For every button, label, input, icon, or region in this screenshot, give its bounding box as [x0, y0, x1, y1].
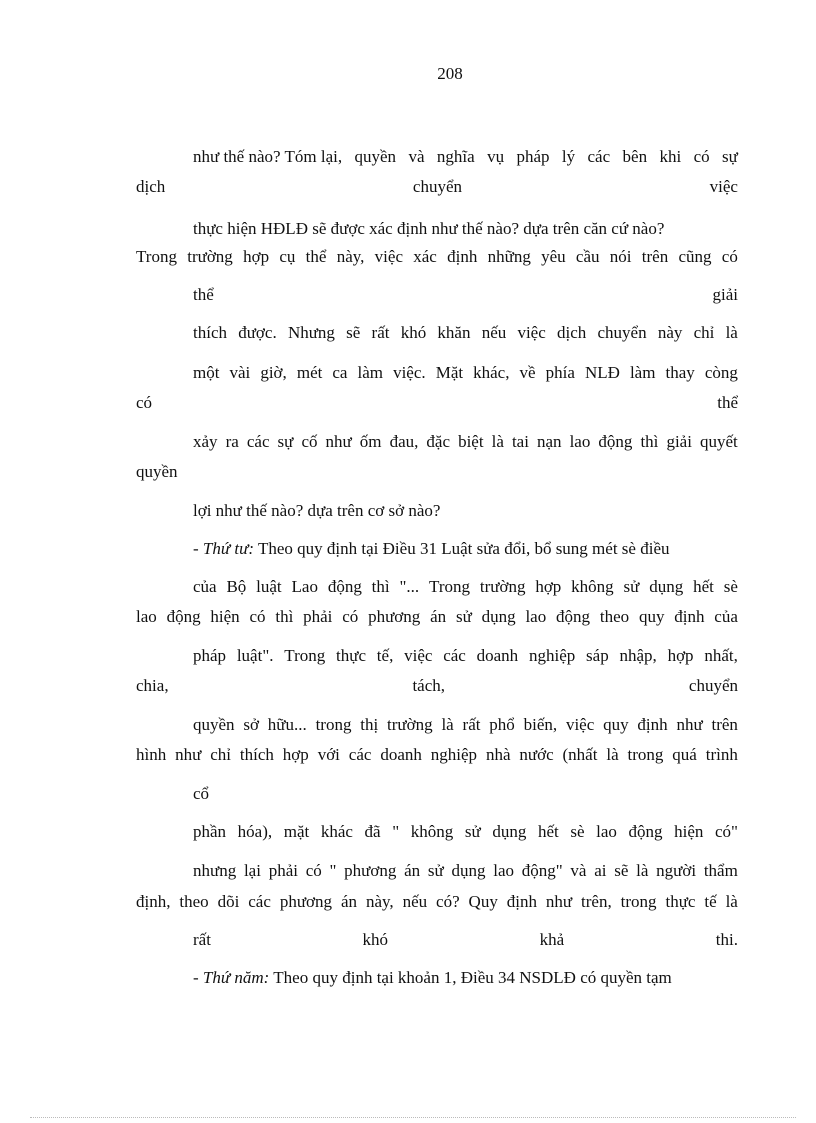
word: đã [364, 822, 381, 841]
word: là [441, 715, 454, 734]
word: nghiệp [528, 646, 576, 665]
word: có [342, 607, 359, 626]
word: phía [545, 363, 575, 382]
item-text: Theo quy định tại khoản 1, Điều 34 NSDLĐ có quyền tạm [269, 968, 672, 987]
word: vụ [487, 147, 505, 166]
word: của [193, 577, 217, 596]
word: trên [711, 715, 738, 734]
text-line [193, 714, 738, 736]
word: và [570, 861, 587, 880]
word: động [556, 607, 591, 626]
word: sử [623, 577, 640, 596]
word: các [443, 646, 466, 665]
word: trong [315, 715, 352, 734]
item-text: Theo quy định tại Điều 31 Luật sửa đổi, bổ sung mét sè điều [254, 539, 670, 558]
word: tế [704, 892, 717, 911]
word: nghĩa [436, 147, 475, 166]
word: sở [243, 715, 259, 734]
word: nhất, [704, 646, 738, 665]
word: trong [620, 892, 657, 911]
word: nếu [481, 323, 507, 342]
word: phương [368, 607, 421, 626]
word: tai [511, 432, 529, 451]
word: thì [371, 577, 390, 596]
word: chỉ [210, 745, 232, 764]
item-heading: Thứ tư: [202, 539, 255, 558]
word: hợp [282, 745, 309, 764]
word: có [305, 861, 322, 880]
word: Trong [136, 247, 177, 266]
word: chuyển [688, 676, 738, 695]
word: Trong [429, 577, 470, 596]
word: chuyển [412, 177, 463, 196]
word: có [249, 607, 266, 626]
bullet-prefix: - [193, 968, 203, 987]
word: NLĐ [584, 363, 620, 382]
word: quy [603, 715, 629, 734]
word: dụng [492, 822, 527, 841]
word: thể [305, 247, 327, 266]
word: lao [525, 607, 547, 626]
word: Trong [284, 646, 326, 665]
word: thể [193, 285, 214, 304]
word: và [408, 147, 425, 166]
word: hết [693, 577, 714, 596]
word: ca [332, 363, 348, 382]
word: phải [303, 607, 333, 626]
text-line [193, 645, 738, 667]
word: (nhất [562, 745, 598, 764]
word: người [656, 861, 697, 880]
word: như [175, 745, 202, 764]
word: nạn [536, 432, 562, 451]
word: các [348, 745, 372, 764]
text-line [193, 929, 738, 951]
word: Bộ [226, 577, 247, 596]
word: nhà [485, 745, 511, 764]
word: chuyển [597, 323, 647, 342]
word: sử [455, 607, 472, 626]
word: được. [238, 323, 277, 342]
word: thay [665, 363, 695, 382]
word: một [193, 363, 220, 382]
word: thực hiện HĐLĐ sẽ được xác định như thế nào? dựa trên căn cứ nào? [193, 219, 665, 238]
word: cũng [678, 247, 712, 266]
bullet-prefix: - [193, 539, 203, 558]
word: " [392, 822, 400, 841]
text-line [136, 246, 738, 268]
word: hợp [667, 646, 694, 665]
word: việc [565, 715, 595, 734]
word: khi [659, 147, 682, 166]
word: Lao [291, 577, 318, 596]
word: biệt [458, 432, 484, 451]
word: mét [296, 363, 323, 382]
word: của [714, 607, 738, 626]
word: định, [136, 892, 171, 911]
word: giải [666, 432, 692, 451]
word: các [248, 892, 271, 911]
word: lại [243, 861, 261, 880]
page-number: 208 [437, 64, 463, 83]
word: thẩm [703, 861, 738, 880]
word: động [166, 607, 201, 626]
word: có [721, 247, 738, 266]
word: quy [638, 607, 665, 626]
word: sử [427, 861, 444, 880]
text-line [193, 576, 738, 598]
word: khăn [437, 323, 471, 342]
word: không [410, 822, 454, 841]
word: hình [136, 745, 167, 764]
word: có [136, 393, 153, 412]
word: không [571, 577, 614, 596]
text-line [136, 675, 738, 697]
word: "... [399, 577, 420, 596]
word: những [487, 247, 531, 266]
word: án [404, 861, 421, 880]
word: dụng [649, 577, 684, 596]
word: động [598, 432, 633, 451]
word: thì [275, 607, 294, 626]
word: nghiệp [430, 745, 478, 764]
word: cố [301, 432, 318, 451]
word: như [545, 892, 573, 911]
word: về [519, 363, 536, 382]
word: nói [609, 247, 632, 266]
word: có" [715, 822, 738, 841]
word: trình [705, 745, 738, 764]
word: trên, [581, 892, 612, 911]
word: việc. [393, 363, 426, 382]
word: rất [371, 323, 390, 342]
text-line [193, 860, 738, 882]
word: định [674, 607, 705, 626]
footer-rule [30, 1117, 796, 1118]
word: các [246, 432, 270, 451]
word: tế, [376, 646, 394, 665]
word: dịch [136, 177, 166, 196]
text-line [193, 500, 738, 522]
word: doanh [380, 745, 422, 764]
word: trên [641, 247, 669, 266]
word: hóa), [237, 822, 273, 841]
word: phương [279, 892, 333, 911]
word: luật [256, 577, 282, 596]
word: là [725, 892, 738, 911]
word: cầu [575, 247, 600, 266]
word: doanh [476, 646, 519, 665]
word: yêu [541, 247, 566, 266]
word: Mặt [435, 363, 464, 382]
word: sẽ [346, 323, 361, 342]
word: pháp [516, 147, 550, 166]
word: quyền [193, 715, 235, 734]
word: phải [268, 861, 298, 880]
word: thể [717, 393, 738, 412]
text-line [193, 538, 738, 560]
word: phương [344, 861, 397, 880]
word: khó [400, 323, 427, 342]
word: là [491, 432, 504, 451]
word: việc [404, 646, 433, 665]
word: thị [360, 715, 379, 734]
word: mặt [283, 822, 310, 841]
word: hữu... [267, 715, 307, 734]
word: đặc [426, 432, 451, 451]
word: việc [374, 247, 403, 266]
word: Quy [468, 892, 498, 911]
word: ốm [359, 432, 382, 451]
word: phổ [489, 715, 515, 734]
word: nhập, [619, 646, 657, 665]
word: quyền [136, 462, 178, 481]
text-line [193, 821, 738, 843]
word: theo [599, 607, 630, 626]
word: sè [723, 577, 738, 596]
word: bên [622, 147, 648, 166]
text-line [193, 146, 738, 168]
word: Nhưng [287, 323, 335, 342]
word: hợp [535, 577, 562, 596]
word: tách, [412, 676, 446, 695]
word: như [676, 715, 703, 734]
text-line [193, 783, 738, 805]
word: hiện [674, 822, 704, 841]
word: khả [539, 930, 565, 949]
word: biến, [523, 715, 558, 734]
word: lao [136, 607, 157, 626]
word: chỉ [693, 323, 715, 342]
word: việc [709, 177, 738, 196]
text-line [193, 322, 738, 344]
word: động" [521, 861, 563, 880]
word: là [636, 861, 649, 880]
text-line [193, 362, 738, 384]
word: này [657, 323, 683, 342]
word: động [327, 577, 362, 596]
word: ai [594, 861, 607, 880]
item-heading: Thứ năm: [202, 968, 270, 987]
word: xác [413, 247, 437, 266]
word: làm [629, 363, 656, 382]
word: lao [493, 861, 514, 880]
word: là [725, 323, 738, 342]
word: dõi [217, 892, 240, 911]
word: làm [357, 363, 384, 382]
word: dụng [451, 861, 486, 880]
text-line [193, 284, 738, 306]
word: pháp [193, 646, 227, 665]
word: rất [462, 715, 481, 734]
word: khác, [473, 363, 510, 382]
word: nếu [402, 892, 428, 911]
word: sẽ [614, 861, 629, 880]
word: sử [464, 822, 481, 841]
word: giải [712, 285, 738, 304]
text-line [193, 431, 738, 453]
text-line [136, 606, 738, 628]
text-line [136, 461, 738, 483]
word: khác [320, 822, 353, 841]
word: thi. [715, 930, 738, 949]
word: thích [193, 323, 227, 342]
word: sáp [586, 646, 609, 665]
word: lợi như thế nào? dựa trên cơ sở nào? [193, 501, 441, 520]
word: thích [239, 745, 274, 764]
word: chia, [136, 676, 169, 695]
word: thực [665, 892, 696, 911]
word: nước [519, 745, 554, 764]
word: với [317, 745, 340, 764]
word: luật". [236, 646, 274, 665]
word: là [606, 745, 619, 764]
word: có [693, 147, 710, 166]
word: dịch [557, 323, 587, 342]
word: hết [537, 822, 559, 841]
word: có? [436, 892, 460, 911]
word: lao [596, 822, 617, 841]
word: sự [722, 147, 738, 166]
word: thực [336, 646, 367, 665]
word: " [329, 861, 337, 880]
word: hợp [243, 247, 270, 266]
text-line [193, 967, 738, 989]
word: định [447, 247, 478, 266]
word: sự [277, 432, 294, 451]
word: các [587, 147, 611, 166]
word: giờ, [260, 363, 287, 382]
word: như thế nào? Tóm lại, [193, 147, 343, 166]
word: vài [229, 363, 251, 382]
word: việc [517, 323, 546, 342]
word: quá [672, 745, 697, 764]
word: động [628, 822, 663, 841]
word: hiện [210, 607, 240, 626]
word: cổ [193, 784, 210, 803]
word: khó [362, 930, 389, 949]
word: phần [193, 822, 227, 841]
word: nhưng [193, 861, 237, 880]
word: trường [387, 715, 433, 734]
word: sè [570, 822, 585, 841]
text-line [136, 744, 738, 766]
word: án [340, 892, 358, 911]
word: án [430, 607, 447, 626]
text-line [136, 891, 738, 913]
word: cụ [279, 247, 296, 266]
word: đau, [389, 432, 419, 451]
word: ra [225, 432, 239, 451]
word: định [506, 892, 537, 911]
word: lý [561, 147, 576, 166]
text-line [136, 392, 738, 414]
word: xảy [193, 432, 218, 451]
word: như [325, 432, 352, 451]
word: quyền [354, 147, 397, 166]
word: rất [193, 930, 211, 949]
word: định [637, 715, 668, 734]
word: lao [569, 432, 591, 451]
text-line [193, 218, 738, 240]
word: thì [640, 432, 659, 451]
word: trường [479, 577, 526, 596]
word: theo [179, 892, 209, 911]
word: trong [627, 745, 664, 764]
word: quyết [700, 432, 738, 451]
word: trường [187, 247, 233, 266]
word: dụng [481, 607, 516, 626]
word: này, [365, 892, 394, 911]
text-line [136, 176, 738, 198]
word: còng [704, 363, 738, 382]
word: này, [336, 247, 365, 266]
